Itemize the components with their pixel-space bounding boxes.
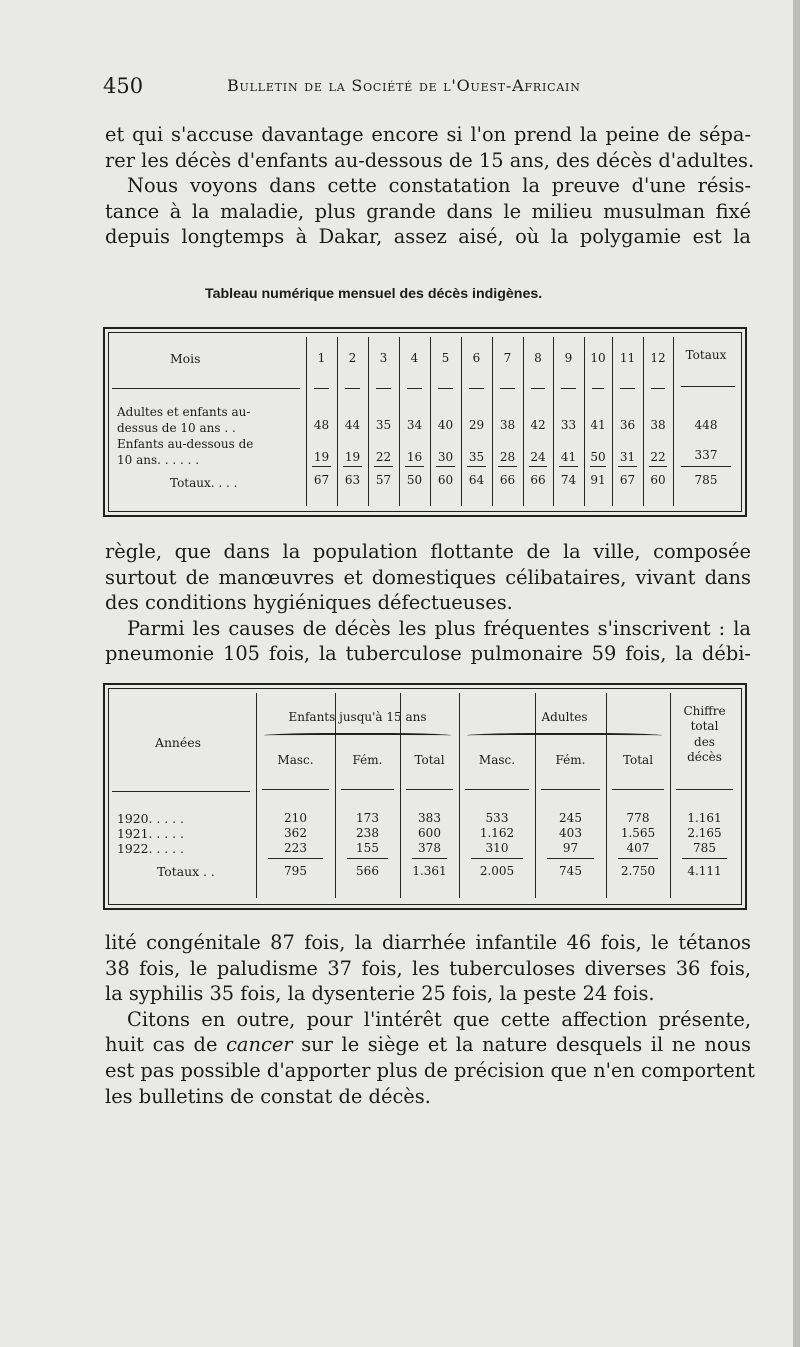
month-header: 5	[441, 351, 450, 365]
year-label: 1922. . . . .	[117, 841, 184, 856]
totals-value: 50	[406, 473, 423, 487]
paragraph-3	[105, 930, 755, 1109]
adults-value: 40	[437, 418, 454, 432]
header-dash	[531, 388, 545, 389]
header-dash	[465, 789, 529, 790]
data-cell: 600	[418, 826, 441, 840]
mois-header: Mois	[170, 351, 201, 366]
adults-value: 35	[375, 418, 392, 432]
row-label-totals: Totaux. . . .	[170, 476, 238, 490]
sum-rule	[312, 466, 331, 467]
totals-value: 60	[437, 473, 454, 487]
header-dash	[561, 388, 576, 389]
sum-rule	[498, 466, 517, 467]
data-cell: 173	[356, 811, 379, 825]
paragraph-2	[105, 539, 751, 667]
totals-value: 63	[344, 473, 361, 487]
text-line	[105, 1032, 751, 1058]
totals-cell: 4.111	[687, 864, 722, 878]
header-dash	[376, 388, 391, 389]
text-fragment: huit cas de	[105, 1033, 218, 1057]
header-dash	[438, 388, 453, 389]
month-header: 11	[619, 351, 636, 365]
sum-rule	[618, 466, 637, 467]
header-dash	[262, 789, 329, 790]
children-value: 35	[468, 450, 485, 464]
italic-word-cancer: cancer	[226, 1033, 293, 1057]
adults-value: 41	[590, 418, 606, 432]
text-line: et qui s'accuse davantage encore si l'on prend la peine de sépa-	[105, 123, 751, 146]
totals-cell: 2.750	[620, 864, 656, 878]
sum-rule	[405, 466, 424, 467]
header-rule	[112, 388, 300, 389]
children-total: 337	[694, 448, 718, 462]
text-line: les bulletins de constat de décès.	[105, 1084, 431, 1108]
data-cell: 403	[559, 826, 582, 840]
adults-value: 33	[560, 418, 577, 432]
header-dash	[345, 388, 360, 389]
data-cell: 97	[562, 841, 579, 855]
total-deaths-header: des	[694, 735, 715, 749]
sum-rule	[682, 858, 727, 859]
sum-rule	[268, 858, 323, 859]
totals-cell: 566	[356, 864, 379, 878]
data-cell: 155	[356, 841, 379, 855]
sub-header: Total	[414, 753, 445, 767]
sub-header: Total	[622, 753, 654, 767]
totals-value: 60	[650, 473, 666, 487]
sub-header: Masc.	[277, 753, 314, 767]
text-line: pneumonie 105 fois, la tuberculose pulmonaire 59 fois, la débi-	[105, 642, 751, 666]
sum-rule	[374, 466, 393, 467]
row-label-children: 10 ans. . . . . .	[117, 453, 200, 467]
children-value: 31	[619, 450, 636, 464]
month-header: 2	[348, 351, 357, 365]
totaux-header: Totaux	[685, 348, 727, 362]
page-number: 450	[103, 74, 144, 98]
row-label-adults: Adultes et enfants au-	[117, 405, 251, 419]
sum-rule	[590, 466, 606, 467]
sum-rule	[649, 466, 667, 467]
adults-value: 36	[619, 418, 636, 432]
text-line: des conditions hygiéniques défectueuses.	[105, 591, 513, 615]
month-header: 6	[472, 351, 481, 365]
sub-header: Masc.	[478, 753, 516, 767]
table-1-caption: Tableau numérique mensuel des décès indigènes.	[205, 286, 543, 302]
text-line: depuis longtemps à Dakar, assez aisé, où la polygamie est la	[105, 225, 751, 249]
adults-value: 38	[499, 418, 516, 432]
header-dash	[469, 388, 484, 389]
children-group-header: Enfants jusqu'à 15 ans	[288, 710, 427, 724]
data-cell: 1.162	[479, 826, 515, 840]
sum-rule	[529, 466, 547, 467]
header-dash	[681, 386, 735, 387]
adults-value: 48	[313, 418, 330, 432]
totals-value: 64	[468, 473, 485, 487]
totals-value: 67	[619, 473, 636, 487]
data-cell: 223	[284, 841, 307, 855]
header-dash	[612, 789, 664, 790]
grand-total: 785	[694, 473, 718, 487]
totals-value: 66	[499, 473, 516, 487]
text-line: la syphilis 35 fois, la dysenterie 25 fois, la peste 24 fois.	[105, 982, 655, 1006]
adults-group-brace	[467, 733, 662, 739]
month-header: 3	[379, 351, 388, 365]
children-value: 24	[530, 450, 546, 464]
sub-header: Fém.	[352, 753, 383, 767]
totals-cell: 2.005	[479, 864, 515, 878]
totals-value: 57	[375, 473, 392, 487]
adults-value: 44	[344, 418, 361, 432]
sum-rule	[467, 466, 486, 467]
header-dash	[592, 388, 604, 389]
year-label: 1921. . . . .	[117, 826, 184, 841]
totals-value: 66	[530, 473, 546, 487]
totals-cell: 795	[284, 864, 307, 878]
total-deaths-header: total	[690, 719, 719, 733]
sum-rule	[436, 466, 455, 467]
children-value: 19	[313, 450, 330, 464]
adults-value: 42	[530, 418, 546, 432]
text-line: surtout de manœuvres et domestiques célibataires, vivant dans	[105, 565, 751, 589]
totals-cell: 1.361	[412, 864, 447, 878]
data-cell: 210	[284, 811, 307, 825]
data-cell: 238	[356, 826, 379, 840]
children-value: 28	[499, 450, 516, 464]
totals-label: Totaux . .	[157, 864, 215, 879]
header-dash	[620, 388, 635, 389]
month-header: 12	[650, 351, 666, 365]
data-cell: 245	[559, 811, 582, 825]
data-cell: 1.161	[687, 811, 722, 825]
total-deaths-header: Chiffre	[683, 704, 726, 718]
children-value: 16	[406, 450, 423, 464]
data-cell: 378	[418, 841, 441, 855]
text-fragment: sur le siège et la nature desquels il ne nous	[301, 1033, 751, 1057]
sum-rule	[681, 466, 731, 467]
total-deaths-header: décès	[687, 750, 722, 764]
totals-value: 74	[560, 473, 577, 487]
month-header: 4	[410, 351, 419, 365]
sum-rule	[347, 858, 388, 859]
data-cell: 778	[626, 811, 650, 825]
text-line: tance à la maladie, plus grande dans le milieu musulman fixé	[105, 199, 751, 223]
running-title: Bulletin de la Société de l'Ouest-Africain	[227, 76, 581, 95]
adults-group-header: Adultes	[541, 710, 588, 724]
sub-header: Fém.	[555, 753, 586, 767]
header-dash	[406, 789, 453, 790]
totals-value: 91	[590, 473, 606, 487]
text-line: Nous voyons dans cette constatation la preuve d'une résis-	[127, 174, 751, 198]
year-label: 1920. . . . .	[117, 811, 184, 826]
header-dash	[651, 388, 665, 389]
children-group-brace	[264, 733, 451, 739]
row-label-children: Enfants au-dessous de	[117, 437, 254, 451]
month-header: 10	[590, 351, 606, 365]
text-line: lité congénitale 87 fois, la diarrhée infantile 46 fois, le tétanos	[105, 931, 751, 954]
month-header: 9	[564, 351, 573, 365]
sum-rule	[618, 858, 658, 859]
adults-value: 29	[468, 418, 485, 432]
header-dash	[407, 388, 422, 389]
sum-rule	[343, 466, 362, 467]
adults-value: 34	[406, 418, 423, 432]
paragraph-1	[105, 122, 755, 250]
header-rule	[112, 791, 250, 792]
month-header: 7	[503, 351, 512, 365]
data-cell: 533	[485, 811, 509, 825]
data-cell: 785	[693, 841, 716, 855]
page-header	[103, 74, 753, 102]
annees-header: Années	[155, 735, 201, 750]
data-cell: 407	[626, 841, 650, 855]
data-cell: 383	[418, 811, 441, 825]
page-edge-shadow	[793, 0, 800, 1347]
adults-value: 38	[650, 418, 666, 432]
text-line: 38 fois, le paludisme 37 fois, les tuberculoses diverses 36 fois,	[105, 956, 751, 980]
text-line: Citons en outre, pour l'intérêt que cette affection présente,	[127, 1007, 751, 1031]
data-cell: 2.165	[687, 826, 722, 840]
sum-rule	[471, 858, 523, 859]
header-dash	[541, 789, 600, 790]
children-value: 41	[560, 450, 577, 464]
children-value: 19	[344, 450, 361, 464]
text-line: règle, que dans la population flottante de la ville, composée	[105, 540, 751, 563]
children-value: 22	[375, 450, 392, 464]
header-dash	[314, 388, 329, 389]
children-value: 22	[650, 450, 666, 464]
children-value: 50	[590, 450, 606, 464]
totals-cell: 745	[559, 864, 582, 878]
children-value: 30	[437, 450, 454, 464]
data-cell: 362	[284, 826, 307, 840]
totals-value: 67	[313, 473, 330, 487]
data-cell: 310	[485, 841, 509, 855]
month-header: 1	[317, 351, 326, 365]
month-header: 8	[534, 351, 542, 365]
sum-rule	[547, 858, 594, 859]
sum-rule	[559, 466, 578, 467]
adults-total: 448	[694, 418, 718, 432]
row-label-adults: dessus de 10 ans . .	[117, 421, 236, 435]
sum-rule	[412, 858, 447, 859]
text-line: est pas possible d'apporter plus de précision que n'en comportent	[105, 1058, 755, 1082]
header-dash	[500, 388, 515, 389]
data-cell: 1.565	[620, 826, 656, 840]
header-dash	[676, 789, 733, 790]
text-line: rer les décès d'enfants au-dessous de 15 ans, des décès d'adultes.	[105, 148, 755, 172]
text-line: Parmi les causes de décès les plus fréquentes s'inscrivent : la	[127, 616, 751, 640]
header-dash	[341, 789, 394, 790]
